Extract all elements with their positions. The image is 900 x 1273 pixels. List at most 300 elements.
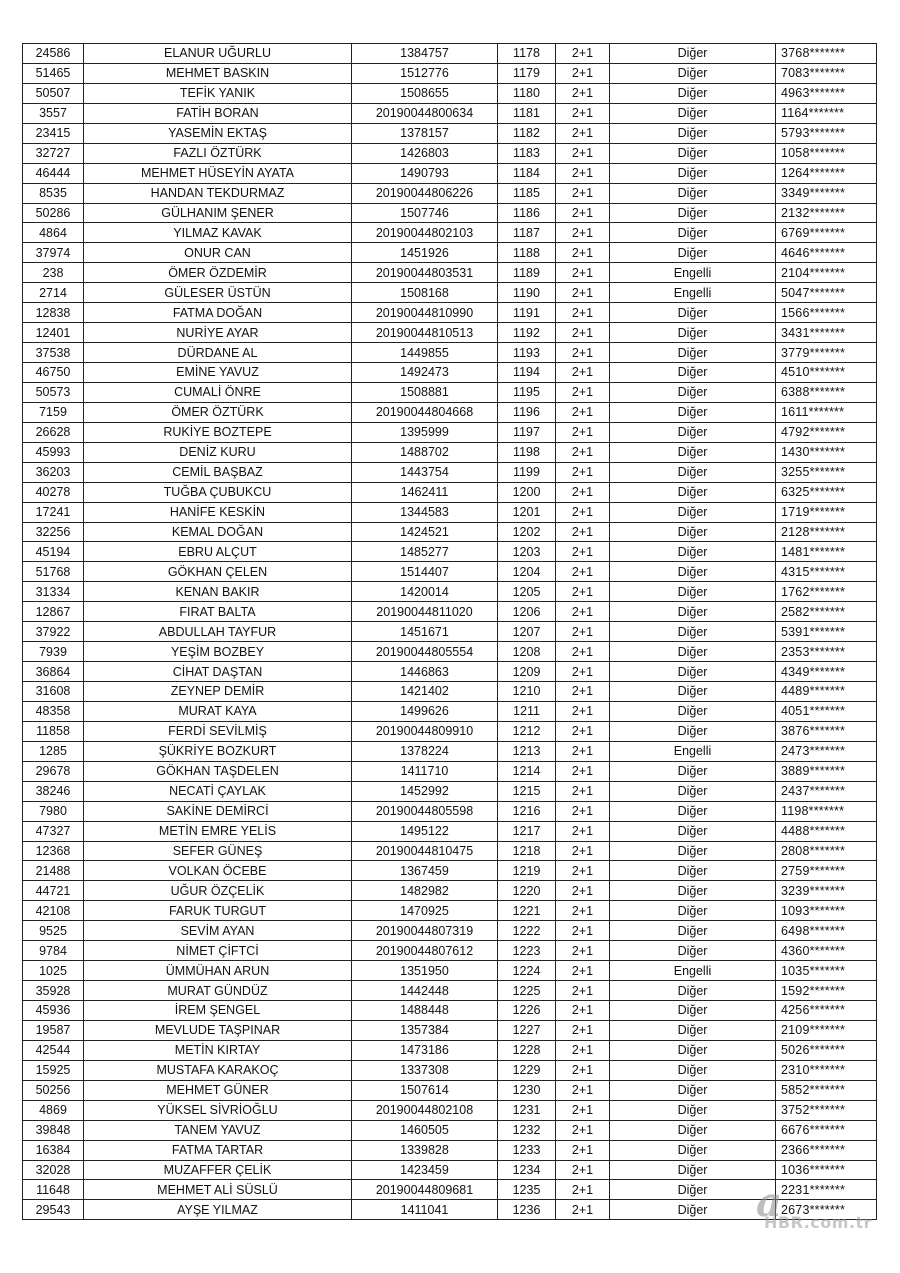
cell-app-no: 40278 [23, 482, 84, 502]
cell-category: Engelli [610, 283, 776, 303]
cell-category: Diğer [610, 343, 776, 363]
cell-order-no: 1186 [498, 203, 556, 223]
cell-category: Diğer [610, 323, 776, 343]
cell-room-type: 2+1 [556, 1060, 610, 1080]
cell-category: Diğer [610, 562, 776, 582]
cell-order-no: 1198 [498, 442, 556, 462]
cell-order-no: 1228 [498, 1040, 556, 1060]
cell-app-no: 50573 [23, 382, 84, 402]
cell-ref-no: 20190044802108 [352, 1100, 498, 1120]
cell-category: Diğer [610, 801, 776, 821]
cell-app-no: 48358 [23, 701, 84, 721]
cell-category: Engelli [610, 741, 776, 761]
cell-category: Diğer [610, 1120, 776, 1140]
cell-name: MEHMET HÜSEYİN AYATA [84, 163, 352, 183]
cell-phone: 1093******* [776, 901, 877, 921]
cell-app-no: 46444 [23, 163, 84, 183]
table-row [23, 961, 877, 981]
cell-name: KENAN BAKIR [84, 582, 352, 602]
table-row [23, 582, 877, 602]
cell-category: Diğer [610, 861, 776, 881]
table-row [23, 901, 877, 921]
table-row [23, 642, 877, 662]
cell-category: Diğer [610, 243, 776, 263]
cell-phone: 4360******* [776, 941, 877, 961]
cell-phone: 2582******* [776, 602, 877, 622]
cell-phone: 3255******* [776, 462, 877, 482]
cell-name: METİN EMRE YELİS [84, 821, 352, 841]
cell-app-no: 7159 [23, 402, 84, 422]
cell-order-no: 1234 [498, 1160, 556, 1180]
cell-app-no: 12867 [23, 602, 84, 622]
cell-app-no: 38246 [23, 781, 84, 801]
cell-order-no: 1209 [498, 662, 556, 682]
cell-app-no: 4869 [23, 1100, 84, 1120]
cell-room-type: 2+1 [556, 562, 610, 582]
cell-order-no: 1225 [498, 981, 556, 1001]
cell-app-no: 3557 [23, 103, 84, 123]
cell-order-no: 1215 [498, 781, 556, 801]
table-row [23, 1100, 877, 1120]
cell-category: Diğer [610, 721, 776, 741]
cell-order-no: 1223 [498, 941, 556, 961]
cell-room-type: 2+1 [556, 1001, 610, 1021]
cell-ref-no: 1357384 [352, 1020, 498, 1040]
cell-order-no: 1195 [498, 382, 556, 402]
table-row [23, 1120, 877, 1140]
cell-room-type: 2+1 [556, 183, 610, 203]
cell-category: Diğer [610, 701, 776, 721]
cell-room-type: 2+1 [556, 442, 610, 462]
cell-name: MEHMET GÜNER [84, 1080, 352, 1100]
cell-phone: 2437******* [776, 781, 877, 801]
cell-room-type: 2+1 [556, 143, 610, 163]
cell-ref-no: 1411710 [352, 761, 498, 781]
cell-order-no: 1214 [498, 761, 556, 781]
cell-room-type: 2+1 [556, 203, 610, 223]
cell-name: FERDİ SEVİLMİŞ [84, 721, 352, 741]
table-row [23, 462, 877, 482]
cell-category: Diğer [610, 363, 776, 383]
cell-category: Diğer [610, 821, 776, 841]
cell-order-no: 1213 [498, 741, 556, 761]
cell-name: CUMALİ ÖNRE [84, 382, 352, 402]
table-row [23, 163, 877, 183]
cell-order-no: 1185 [498, 183, 556, 203]
cell-ref-no: 1443754 [352, 462, 498, 482]
cell-name: MEHMET BASKIN [84, 63, 352, 83]
cell-ref-no: 1495122 [352, 821, 498, 841]
cell-category: Diğer [610, 542, 776, 562]
cell-ref-no: 1512776 [352, 63, 498, 83]
cell-room-type: 2+1 [556, 941, 610, 961]
table-row [23, 562, 877, 582]
cell-order-no: 1222 [498, 921, 556, 941]
cell-name: MEVLUDE TAŞPINAR [84, 1020, 352, 1040]
cell-phone: 1592******* [776, 981, 877, 1001]
cell-phone: 6498******* [776, 921, 877, 941]
cell-ref-no: 1424521 [352, 522, 498, 542]
cell-phone: 2673******* [776, 1200, 877, 1220]
table-row [23, 821, 877, 841]
cell-room-type: 2+1 [556, 901, 610, 921]
cell-phone: 4646******* [776, 243, 877, 263]
cell-phone: 7083******* [776, 63, 877, 83]
cell-order-no: 1203 [498, 542, 556, 562]
cell-order-no: 1212 [498, 721, 556, 741]
cell-category: Diğer [610, 1080, 776, 1100]
cell-name: FIRAT BALTA [84, 602, 352, 622]
cell-category: Diğer [610, 442, 776, 462]
table-row [23, 303, 877, 323]
cell-phone: 5047******* [776, 283, 877, 303]
cell-phone: 2231******* [776, 1180, 877, 1200]
cell-phone: 1036******* [776, 1160, 877, 1180]
cell-name: AYŞE YILMAZ [84, 1200, 352, 1220]
cell-app-no: 32256 [23, 522, 84, 542]
cell-name: RUKİYE BOZTEPE [84, 422, 352, 442]
cell-app-no: 51465 [23, 63, 84, 83]
cell-name: CEMİL BAŞBAZ [84, 462, 352, 482]
table-row [23, 1140, 877, 1160]
cell-category: Diğer [610, 1040, 776, 1060]
cell-phone: 3779******* [776, 343, 877, 363]
cell-app-no: 17241 [23, 502, 84, 522]
cell-category: Diğer [610, 1180, 776, 1200]
cell-ref-no: 1470925 [352, 901, 498, 921]
cell-name: FARUK TURGUT [84, 901, 352, 921]
cell-room-type: 2+1 [556, 303, 610, 323]
cell-room-type: 2+1 [556, 462, 610, 482]
table-row [23, 1080, 877, 1100]
table-row [23, 243, 877, 263]
cell-room-type: 2+1 [556, 502, 610, 522]
cell-app-no: 39848 [23, 1120, 84, 1140]
cell-phone: 2104******* [776, 263, 877, 283]
table-row [23, 44, 877, 64]
cell-category: Diğer [610, 462, 776, 482]
cell-room-type: 2+1 [556, 1100, 610, 1120]
cell-name: MUSTAFA KARAKOÇ [84, 1060, 352, 1080]
cell-room-type: 2+1 [556, 821, 610, 841]
cell-phone: 1035******* [776, 961, 877, 981]
cell-name: GÖKHAN TAŞDELEN [84, 761, 352, 781]
cell-ref-no: 20190044810475 [352, 841, 498, 861]
table-row [23, 83, 877, 103]
table-row [23, 203, 877, 223]
cell-app-no: 26628 [23, 422, 84, 442]
cell-name: YILMAZ KAVAK [84, 223, 352, 243]
cell-order-no: 1231 [498, 1100, 556, 1120]
cell-name: MURAT KAYA [84, 701, 352, 721]
cell-app-no: 9784 [23, 941, 84, 961]
table-row [23, 801, 877, 821]
cell-category: Engelli [610, 961, 776, 981]
cell-category: Diğer [610, 1001, 776, 1021]
cell-app-no: 37922 [23, 622, 84, 642]
cell-room-type: 2+1 [556, 263, 610, 283]
cell-order-no: 1183 [498, 143, 556, 163]
cell-category: Diğer [610, 602, 776, 622]
cell-room-type: 2+1 [556, 841, 610, 861]
table-row [23, 701, 877, 721]
cell-phone: 4051******* [776, 701, 877, 721]
cell-order-no: 1217 [498, 821, 556, 841]
cell-app-no: 36864 [23, 662, 84, 682]
cell-name: DENİZ KURU [84, 442, 352, 462]
cell-category: Diğer [610, 223, 776, 243]
cell-name: DÜRDANE AL [84, 343, 352, 363]
cell-phone: 3889******* [776, 761, 877, 781]
cell-order-no: 1180 [498, 83, 556, 103]
cell-phone: 4510******* [776, 363, 877, 383]
cell-ref-no: 1339828 [352, 1140, 498, 1160]
cell-name: YASEMİN EKTAŞ [84, 123, 352, 143]
cell-order-no: 1187 [498, 223, 556, 243]
cell-name: EBRU ALÇUT [84, 542, 352, 562]
cell-ref-no: 20190044809910 [352, 721, 498, 741]
cell-name: NECATİ ÇAYLAK [84, 781, 352, 801]
table-row [23, 602, 877, 622]
cell-order-no: 1188 [498, 243, 556, 263]
table-row [23, 183, 877, 203]
table-row [23, 422, 877, 442]
table-row [23, 622, 877, 642]
table-row [23, 542, 877, 562]
cell-ref-no: 1485277 [352, 542, 498, 562]
cell-category: Diğer [610, 1160, 776, 1180]
cell-order-no: 1181 [498, 103, 556, 123]
cell-ref-no: 1351950 [352, 961, 498, 981]
cell-app-no: 31334 [23, 582, 84, 602]
cell-room-type: 2+1 [556, 83, 610, 103]
cell-app-no: 37974 [23, 243, 84, 263]
cell-ref-no: 1378224 [352, 741, 498, 761]
cell-category: Diğer [610, 482, 776, 502]
cell-phone: 5793******* [776, 123, 877, 143]
cell-app-no: 42108 [23, 901, 84, 921]
cell-name: ÜMMÜHAN ARUN [84, 961, 352, 981]
cell-ref-no: 1508655 [352, 83, 498, 103]
table-row [23, 283, 877, 303]
cell-name: ZEYNEP DEMİR [84, 682, 352, 702]
cell-name: ŞÜKRİYE BOZKURT [84, 741, 352, 761]
table-row [23, 761, 877, 781]
cell-app-no: 12401 [23, 323, 84, 343]
cell-ref-no: 1507746 [352, 203, 498, 223]
cell-phone: 1481******* [776, 542, 877, 562]
cell-category: Diğer [610, 1060, 776, 1080]
cell-category: Diğer [610, 682, 776, 702]
cell-room-type: 2+1 [556, 363, 610, 383]
cell-category: Diğer [610, 781, 776, 801]
cell-app-no: 50286 [23, 203, 84, 223]
cell-app-no: 51768 [23, 562, 84, 582]
cell-ref-no: 1508881 [352, 382, 498, 402]
cell-room-type: 2+1 [556, 44, 610, 64]
cell-name: ONUR CAN [84, 243, 352, 263]
cell-ref-no: 1514407 [352, 562, 498, 582]
cell-order-no: 1216 [498, 801, 556, 821]
cell-name: TUĞBA ÇUBUKCU [84, 482, 352, 502]
cell-order-no: 1201 [498, 502, 556, 522]
cell-room-type: 2+1 [556, 602, 610, 622]
cell-ref-no: 1507614 [352, 1080, 498, 1100]
cell-room-type: 2+1 [556, 1140, 610, 1160]
cell-room-type: 2+1 [556, 701, 610, 721]
cell-ref-no: 20190044802103 [352, 223, 498, 243]
cell-room-type: 2+1 [556, 323, 610, 343]
cell-phone: 3876******* [776, 721, 877, 741]
cell-app-no: 44721 [23, 881, 84, 901]
cell-order-no: 1191 [498, 303, 556, 323]
cell-ref-no: 1499626 [352, 701, 498, 721]
cell-app-no: 32727 [23, 143, 84, 163]
cell-ref-no: 1367459 [352, 861, 498, 881]
cell-room-type: 2+1 [556, 163, 610, 183]
cell-category: Diğer [610, 622, 776, 642]
cell-category: Diğer [610, 901, 776, 921]
table-row [23, 781, 877, 801]
cell-order-no: 1220 [498, 881, 556, 901]
cell-category: Diğer [610, 83, 776, 103]
cell-phone: 5026******* [776, 1040, 877, 1060]
cell-name: EMİNE YAVUZ [84, 363, 352, 383]
table-row [23, 941, 877, 961]
cell-app-no: 15925 [23, 1060, 84, 1080]
cell-phone: 4488******* [776, 821, 877, 841]
cell-ref-no: 1462411 [352, 482, 498, 502]
cell-app-no: 37538 [23, 343, 84, 363]
cell-ref-no: 20190044806226 [352, 183, 498, 203]
cell-app-no: 1285 [23, 741, 84, 761]
cell-room-type: 2+1 [556, 1160, 610, 1180]
cell-order-no: 1194 [498, 363, 556, 383]
cell-app-no: 50256 [23, 1080, 84, 1100]
cell-phone: 5391******* [776, 622, 877, 642]
table-row [23, 682, 877, 702]
results-table [22, 43, 877, 1220]
cell-order-no: 1205 [498, 582, 556, 602]
cell-ref-no: 20190044805554 [352, 642, 498, 662]
table-body [23, 44, 877, 1220]
cell-phone: 1762******* [776, 582, 877, 602]
cell-app-no: 8535 [23, 183, 84, 203]
cell-ref-no: 1344583 [352, 502, 498, 522]
watermark-text: HBR.com.tr [764, 1213, 873, 1232]
cell-order-no: 1193 [498, 343, 556, 363]
cell-app-no: 45993 [23, 442, 84, 462]
table-row [23, 662, 877, 682]
cell-ref-no: 1384757 [352, 44, 498, 64]
cell-app-no: 238 [23, 263, 84, 283]
cell-ref-no: 1460505 [352, 1120, 498, 1140]
cell-order-no: 1221 [498, 901, 556, 921]
cell-room-type: 2+1 [556, 781, 610, 801]
table-row [23, 123, 877, 143]
cell-ref-no: 1420014 [352, 582, 498, 602]
cell-ref-no: 1442448 [352, 981, 498, 1001]
cell-category: Diğer [610, 63, 776, 83]
cell-phone: 6769******* [776, 223, 877, 243]
cell-name: ÖMER ÖZDEMİR [84, 263, 352, 283]
cell-order-no: 1236 [498, 1200, 556, 1220]
cell-phone: 2366******* [776, 1140, 877, 1160]
cell-ref-no: 1423459 [352, 1160, 498, 1180]
cell-name: KEMAL DOĞAN [84, 522, 352, 542]
cell-phone: 2109******* [776, 1020, 877, 1040]
cell-ref-no: 1451671 [352, 622, 498, 642]
cell-ref-no: 1378157 [352, 123, 498, 143]
table-row [23, 343, 877, 363]
cell-room-type: 2+1 [556, 422, 610, 442]
cell-phone: 6325******* [776, 482, 877, 502]
cell-ref-no: 20190044800634 [352, 103, 498, 123]
cell-name: MURAT GÜNDÜZ [84, 981, 352, 1001]
table-row [23, 143, 877, 163]
cell-name: MEHMET ALİ SÜSLÜ [84, 1180, 352, 1200]
cell-category: Diğer [610, 502, 776, 522]
cell-category: Diğer [610, 881, 776, 901]
table-row [23, 921, 877, 941]
cell-phone: 4349******* [776, 662, 877, 682]
cell-name: TANEM YAVUZ [84, 1120, 352, 1140]
cell-room-type: 2+1 [556, 63, 610, 83]
cell-order-no: 1230 [498, 1080, 556, 1100]
cell-app-no: 35928 [23, 981, 84, 1001]
cell-app-no: 24586 [23, 44, 84, 64]
cell-order-no: 1204 [498, 562, 556, 582]
cell-room-type: 2+1 [556, 223, 610, 243]
cell-phone: 4792******* [776, 422, 877, 442]
cell-order-no: 1190 [498, 283, 556, 303]
cell-app-no: 29543 [23, 1200, 84, 1220]
cell-category: Diğer [610, 1100, 776, 1120]
cell-category: Diğer [610, 303, 776, 323]
cell-ref-no: 1490793 [352, 163, 498, 183]
cell-app-no: 21488 [23, 861, 84, 881]
cell-name: GÜLHANIM ŞENER [84, 203, 352, 223]
cell-name: FATMA TARTAR [84, 1140, 352, 1160]
cell-phone: 4256******* [776, 1001, 877, 1021]
cell-category: Diğer [610, 761, 776, 781]
cell-order-no: 1229 [498, 1060, 556, 1080]
cell-app-no: 45194 [23, 542, 84, 562]
cell-room-type: 2+1 [556, 1200, 610, 1220]
cell-app-no: 2714 [23, 283, 84, 303]
cell-room-type: 2+1 [556, 642, 610, 662]
cell-name: SEVİM AYAN [84, 921, 352, 941]
cell-order-no: 1178 [498, 44, 556, 64]
cell-order-no: 1189 [498, 263, 556, 283]
cell-phone: 3239******* [776, 881, 877, 901]
cell-app-no: 19587 [23, 1020, 84, 1040]
cell-category: Diğer [610, 123, 776, 143]
table-row [23, 1020, 877, 1040]
cell-phone: 2310******* [776, 1060, 877, 1080]
cell-order-no: 1207 [498, 622, 556, 642]
cell-phone: 3431******* [776, 323, 877, 343]
cell-order-no: 1184 [498, 163, 556, 183]
cell-order-no: 1219 [498, 861, 556, 881]
cell-phone: 2759******* [776, 861, 877, 881]
cell-ref-no: 1449855 [352, 343, 498, 363]
cell-order-no: 1233 [498, 1140, 556, 1160]
cell-app-no: 7939 [23, 642, 84, 662]
cell-phone: 2473******* [776, 741, 877, 761]
cell-name: SEFER GÜNEŞ [84, 841, 352, 861]
cell-name: YÜKSEL SİVRİOĞLU [84, 1100, 352, 1120]
